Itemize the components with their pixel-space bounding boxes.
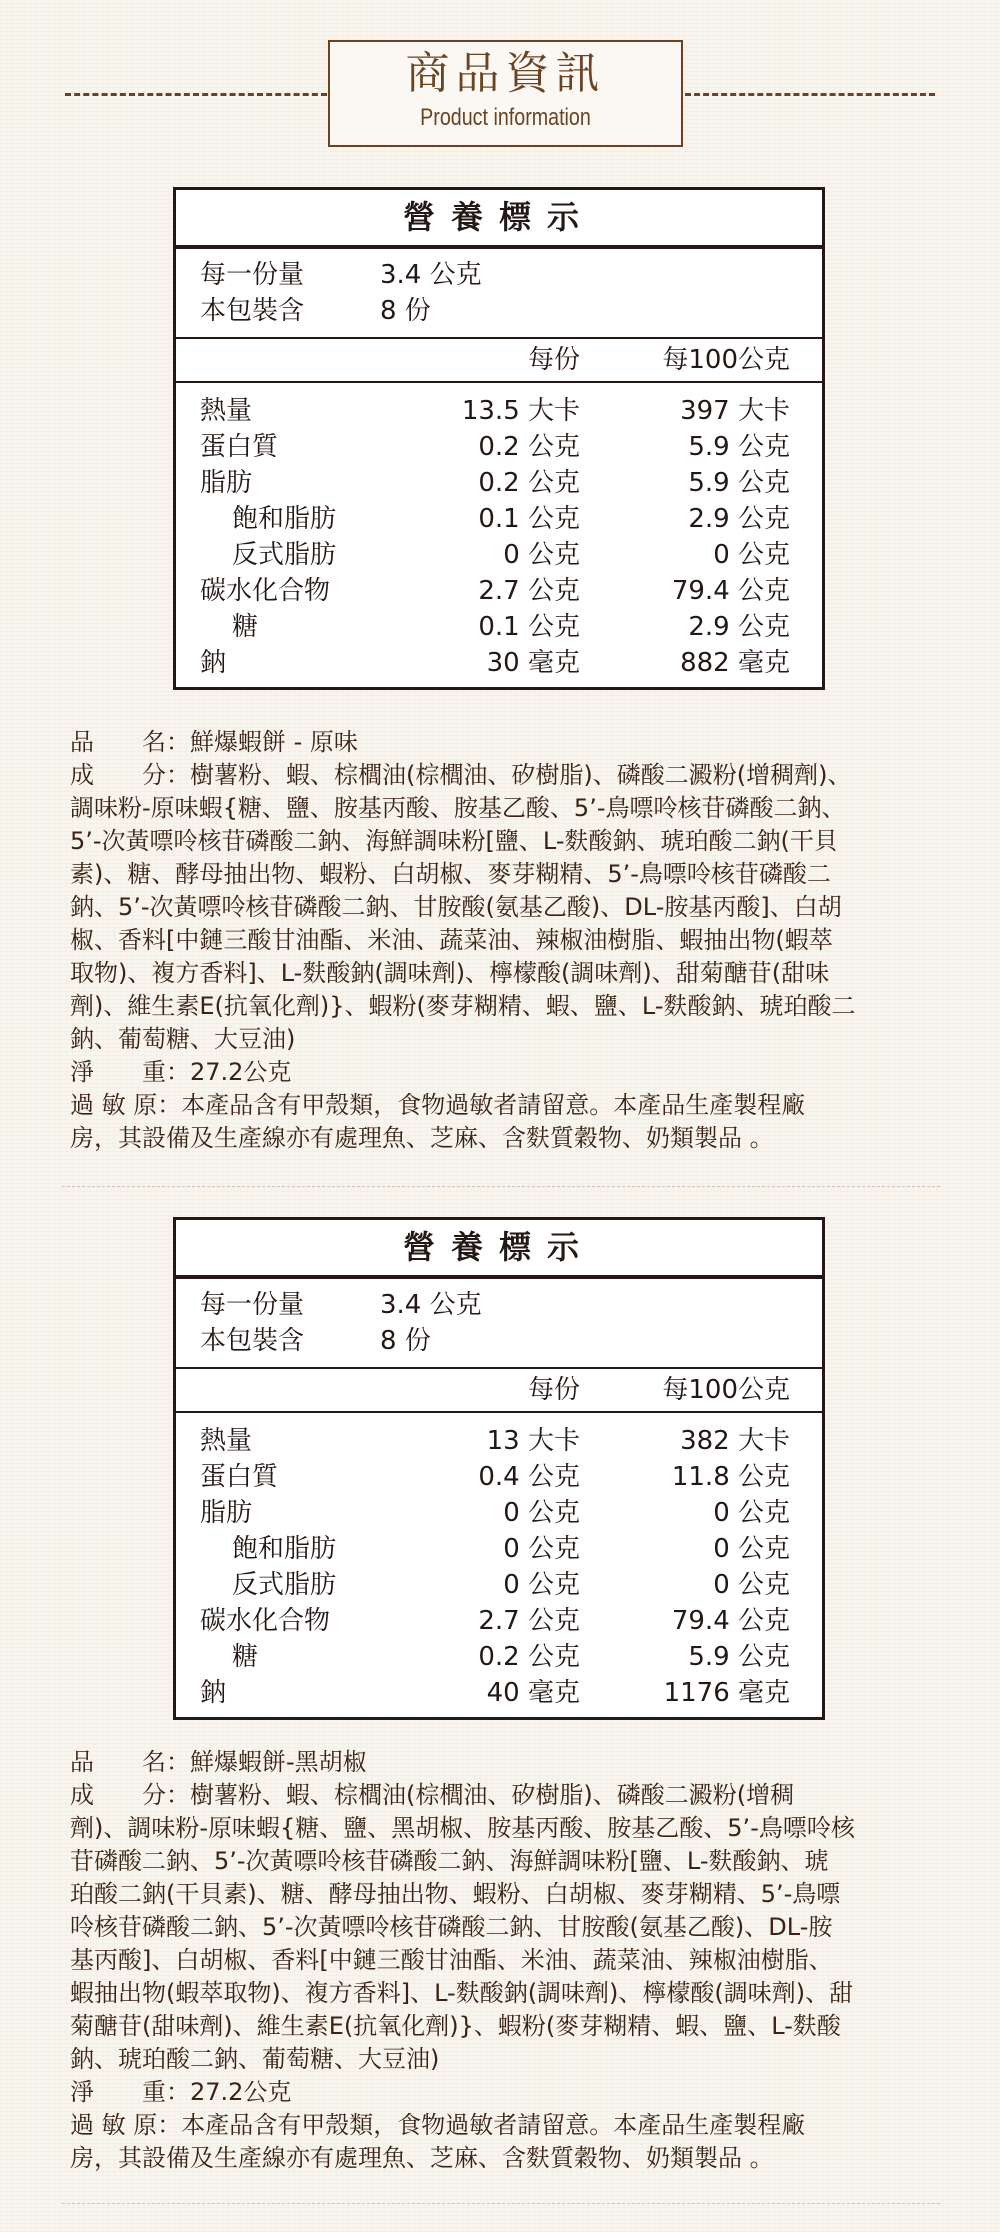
serving-size-label: 每一份量 xyxy=(200,1290,305,1320)
product-name-line: 品 名：鮮爆蝦餅-黑胡椒 xyxy=(70,1748,367,1776)
ingredients-line: 成 分：樹薯粉、蝦、棕櫚油(棕櫚油、矽樹脂)、磷酸二澱粉(增稠劑)、 xyxy=(70,761,852,789)
ingredients-line: 椒、香料[中鏈三酸甘油酯、米油、蔬菜油、辣椒油樹脂、蝦抽出物(蝦萃 xyxy=(70,926,833,954)
ingredients-line: 成 分：樹薯粉、蝦、棕櫚油(棕櫚油、矽樹脂)、磷酸二澱粉(增稠 xyxy=(70,1781,795,1809)
nutrient-row-carbohydrate: 碳水化合物 2.7 公克 79.4 公克 xyxy=(200,576,790,606)
ingredients-line: 調味粉-原味蝦{糖、鹽、胺基丙酸、胺基乙酸、5’-鳥嘌呤核苷磷酸二鈉、 xyxy=(70,794,846,822)
nutrient-row-saturated-fat: 飽和脂肪 0 公克 0 公克 xyxy=(232,1534,790,1564)
section-title-box xyxy=(328,40,683,147)
nutrient-rows xyxy=(176,383,822,687)
servings-per-package-value: 8 份 xyxy=(380,296,431,326)
nutrient-row-trans-fat: 反式脂肪 0 公克 0 公克 xyxy=(232,540,790,570)
nutrition-table-original xyxy=(173,187,825,690)
ingredients-line: 鈉、琥珀酸二鈉、葡萄糖、大豆油) xyxy=(70,2045,440,2073)
section-title-en: Product information xyxy=(420,104,591,131)
nutrient-row-sodium: 鈉 30 毫克 882 毫克 xyxy=(200,648,790,678)
nutrition-table-title: 營養標示 xyxy=(176,190,822,249)
nutrient-row-saturated-fat: 飽和脂肪 0.1 公克 2.9 公克 xyxy=(232,504,790,534)
ingredients-line: 5’-次黃嘌呤核苷磷酸二鈉、海鮮調味粉[鹽、L-麩酸鈉、琥珀酸二鈉(干貝 xyxy=(70,827,838,855)
nutrient-row-protein: 蛋白質 0.2 公克 5.9 公克 xyxy=(200,432,790,462)
allergen-line: 過 敏 原：本產品含有甲殼類，食物過敏者請留意。本產品生產製程廠 xyxy=(70,2111,806,2139)
servings-per-package-value: 8 份 xyxy=(380,1326,431,1356)
ingredients-line: 鈉、5’-次黃嘌呤核苷磷酸二鈉、甘胺酸(氨基乙酸)、DL-胺基丙酸]、白胡 xyxy=(70,893,842,921)
column-header-row xyxy=(176,1369,822,1413)
ingredients-line: 呤核苷磷酸二鈉、5’-次黃嘌呤核苷磷酸二鈉、甘胺酸(氨基乙酸)、DL-胺 xyxy=(70,1913,833,1941)
nutrient-row-energy: 熱量 13.5 大卡 397 大卡 xyxy=(200,396,790,426)
header-dashed-line-left xyxy=(65,93,327,96)
servings-per-package-label: 本包裝含 xyxy=(200,1326,305,1356)
product-description-black-pepper xyxy=(70,1746,950,2175)
column-per-serving: 每份 xyxy=(527,1375,580,1405)
allergen-line: 過 敏 原：本產品含有甲殼類，食物過敏者請留意。本產品生產製程廠 xyxy=(70,1091,806,1119)
ingredients-line: 苷磷酸二鈉、5’-次黃嘌呤核苷磷酸二鈉、海鮮調味粉[鹽、L-麩酸鈉、琥 xyxy=(70,1847,829,1875)
section-divider xyxy=(62,2203,940,2204)
allergen-line: 房，其設備及生產線亦有處理魚、芝麻、含麩質穀物、奶類製品 。 xyxy=(70,1124,774,1152)
nutrient-row-sugar: 糖 0.1 公克 2.9 公克 xyxy=(232,612,790,642)
ingredients-line: 基丙酸]、白胡椒、香料[中鏈三酸甘油酯、米油、蔬菜油、辣椒油樹脂、 xyxy=(70,1946,833,1974)
nutrient-row-carbohydrate: 碳水化合物 2.7 公克 79.4 公克 xyxy=(200,1606,790,1636)
nutrient-row-protein: 蛋白質 0.4 公克 11.8 公克 xyxy=(200,1462,790,1492)
column-header-row xyxy=(176,339,822,383)
serving-size-value: 3.4 公克 xyxy=(380,260,482,290)
serving-info xyxy=(176,1279,822,1369)
ingredients-line: 取物)、複方香料]、L-麩酸鈉(調味劑)、檸檬酸(調味劑)、甜菊醣苷(甜味 xyxy=(70,959,830,987)
product-name-line: 品 名：鮮爆蝦餅 - 原味 xyxy=(70,728,358,756)
nutrition-table-title: 營養標示 xyxy=(176,1220,822,1279)
nutrient-row-trans-fat: 反式脂肪 0 公克 0 公克 xyxy=(232,1570,790,1600)
servings-per-package-label: 本包裝含 xyxy=(200,296,305,326)
product-description-original xyxy=(70,726,950,1155)
ingredients-line: 劑)、調味粉-原味蝦{糖、鹽、黑胡椒、胺基丙酸、胺基乙酸、5’-鳥嘌呤核 xyxy=(70,1814,855,1842)
nutrient-row-sugar: 糖 0.2 公克 5.9 公克 xyxy=(232,1642,790,1672)
nutrient-row-fat: 脂肪 0 公克 0 公克 xyxy=(200,1498,790,1528)
ingredients-line: 蝦抽出物(蝦萃取物)、複方香料]、L-麩酸鈉(調味劑)、檸檬酸(調味劑)、甜 xyxy=(70,1979,854,2007)
allergen-line: 房，其設備及生產線亦有處理魚、芝麻、含麩質穀物、奶類製品 。 xyxy=(70,2144,774,2172)
section-divider xyxy=(62,1186,940,1187)
ingredients-line: 珀酸二鈉(干貝素)、糖、酵母抽出物、蝦粉、白胡椒、麥芽糊精、5’-鳥嘌 xyxy=(70,1880,841,1908)
serving-size-value: 3.4 公克 xyxy=(380,1290,482,1320)
serving-size-label: 每一份量 xyxy=(200,260,305,290)
column-per-serving: 每份 xyxy=(527,345,580,375)
net-weight-line: 淨 重：27.2公克 xyxy=(70,1058,292,1086)
nutrient-row-sodium: 鈉 40 毫克 1176 毫克 xyxy=(200,1678,790,1708)
ingredients-line: 劑)、維生素E(抗氧化劑)}、蝦粉(麥芽糊精、蝦、鹽、L-麩酸鈉、琥珀酸二 xyxy=(70,992,856,1020)
column-per-100g: 每100公克 xyxy=(662,345,790,375)
nutrition-table-black-pepper xyxy=(173,1217,825,1720)
net-weight-line: 淨 重：27.2公克 xyxy=(70,2078,292,2106)
section-title-zh: 商品資訊 xyxy=(405,48,606,99)
header-dashed-line-right xyxy=(685,93,935,96)
nutrient-row-fat: 脂肪 0.2 公克 5.9 公克 xyxy=(200,468,790,498)
nutrient-rows xyxy=(176,1413,822,1717)
column-per-100g: 每100公克 xyxy=(662,1375,790,1405)
ingredients-line: 鈉、葡萄糖、大豆油) xyxy=(70,1025,296,1053)
ingredients-line: 素)、糖、酵母抽出物、蝦粉、白胡椒、麥芽糊精、5’-鳥嘌呤核苷磷酸二 xyxy=(70,860,831,888)
ingredients-line: 菊醣苷(甜味劑)、維生素E(抗氧化劑)}、蝦粉(麥芽糊精、蝦、鹽、L-麩酸 xyxy=(70,2012,841,2040)
serving-info xyxy=(176,249,822,339)
nutrient-row-energy: 熱量 13 大卡 382 大卡 xyxy=(200,1426,790,1456)
